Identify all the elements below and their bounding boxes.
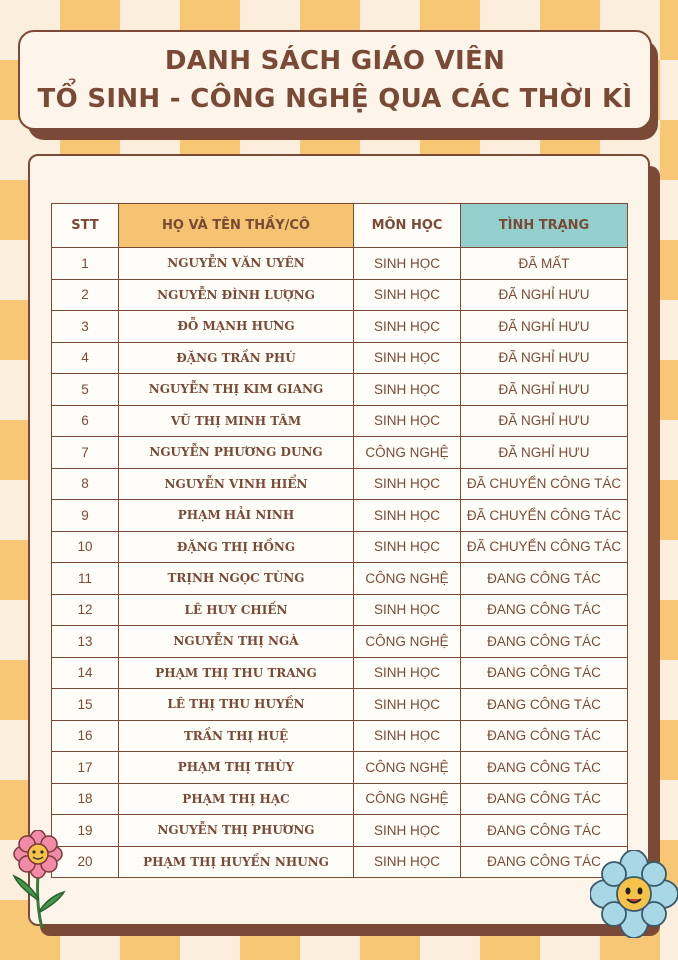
cell-status: ĐÃ MẤT — [461, 248, 628, 280]
cell-name: ĐẶNG TRẦN PHÚ — [119, 342, 354, 374]
cell-stt: 10 — [52, 531, 119, 563]
cell-subject: SINH HỌC — [354, 657, 461, 689]
pink-flower-icon — [8, 830, 68, 930]
table-header-row — [52, 204, 628, 248]
table-row — [52, 531, 628, 563]
table-body — [52, 248, 628, 878]
cell-stt: 13 — [52, 626, 119, 658]
cell-stt: 8 — [52, 468, 119, 500]
table-row — [52, 846, 628, 878]
table-row — [52, 437, 628, 469]
cell-stt: 5 — [52, 374, 119, 406]
table-row — [52, 405, 628, 437]
cell-stt: 9 — [52, 500, 119, 532]
cell-subject: SINH HỌC — [354, 720, 461, 752]
table-row — [52, 815, 628, 847]
cell-subject: SINH HỌC — [354, 311, 461, 343]
cell-name: PHẠM THỊ THÙY — [119, 752, 354, 784]
page-title-line-2: TỔ SINH - CÔNG NGHỆ QUA CÁC THỜI KÌ — [37, 84, 633, 114]
cell-status: ĐÃ CHUYỂN CÔNG TÁC — [461, 468, 628, 500]
cell-subject: SINH HỌC — [354, 405, 461, 437]
table-row — [52, 783, 628, 815]
cell-status: ĐANG CÔNG TÁC — [461, 815, 628, 847]
cell-stt: 2 — [52, 279, 119, 311]
cell-stt: 19 — [52, 815, 119, 847]
table-row — [52, 248, 628, 280]
cell-name: TRỊNH NGỌC TÙNG — [119, 563, 354, 595]
cell-name: TRẦN THỊ HUỆ — [119, 720, 354, 752]
cell-status: ĐANG CÔNG TÁC — [461, 563, 628, 595]
header-stt: STT — [52, 204, 119, 248]
cell-name: NGUYỄN VINH HIỂN — [119, 468, 354, 500]
cell-status: ĐÃ NGHỈ HƯU — [461, 311, 628, 343]
table-row — [52, 563, 628, 595]
cell-subject: CÔNG NGHỆ — [354, 437, 461, 469]
cell-name: ĐẶNG THỊ HỒNG — [119, 531, 354, 563]
cell-subject: SINH HỌC — [354, 342, 461, 374]
page-title-line-1: DANH SÁCH GIÁO VIÊN — [164, 46, 506, 76]
cell-stt: 4 — [52, 342, 119, 374]
cell-status: ĐÃ CHUYỂN CÔNG TÁC — [461, 500, 628, 532]
cell-stt: 3 — [52, 311, 119, 343]
cell-stt: 18 — [52, 783, 119, 815]
cell-subject: SINH HỌC — [354, 594, 461, 626]
cell-name: VŨ THỊ MINH TÂM — [119, 405, 354, 437]
table-row — [52, 374, 628, 406]
cell-status: ĐANG CÔNG TÁC — [461, 783, 628, 815]
header-subject: MÔN HỌC — [354, 204, 461, 248]
cell-subject: SINH HỌC — [354, 689, 461, 721]
cell-subject: CÔNG NGHỆ — [354, 752, 461, 784]
cell-subject: SINH HỌC — [354, 279, 461, 311]
cell-status: ĐANG CÔNG TÁC — [461, 657, 628, 689]
cell-status: ĐANG CÔNG TÁC — [461, 594, 628, 626]
cell-subject: SINH HỌC — [354, 846, 461, 878]
cell-name: NGUYỄN THỊ PHƯƠNG — [119, 815, 354, 847]
table-row — [52, 657, 628, 689]
cell-stt: 1 — [52, 248, 119, 280]
cell-stt: 11 — [52, 563, 119, 595]
cell-name: LÊ THỊ THU HUYỀN — [119, 689, 354, 721]
cell-name: PHẠM THỊ HẠC — [119, 783, 354, 815]
cell-status: ĐÃ NGHỈ HƯU — [461, 374, 628, 406]
table-row — [52, 594, 628, 626]
cell-subject: CÔNG NGHỆ — [354, 563, 461, 595]
cell-status: ĐÃ CHUYỂN CÔNG TÁC — [461, 531, 628, 563]
table-row — [52, 689, 628, 721]
header-status: TÌNH TRẠNG — [461, 204, 628, 248]
cell-name: PHẠM THỊ THU TRANG — [119, 657, 354, 689]
cell-stt: 17 — [52, 752, 119, 784]
table-row — [52, 720, 628, 752]
cell-subject: SINH HỌC — [354, 500, 461, 532]
cell-name: LÊ HUY CHIẾN — [119, 594, 354, 626]
cell-name: NGUYỄN VĂN UYÊN — [119, 248, 354, 280]
cell-subject: SINH HỌC — [354, 468, 461, 500]
title-card — [18, 30, 652, 130]
cell-subject: CÔNG NGHỆ — [354, 626, 461, 658]
table-row — [52, 752, 628, 784]
cell-stt: 14 — [52, 657, 119, 689]
table-row — [52, 311, 628, 343]
cell-status: ĐÃ NGHỈ HƯU — [461, 437, 628, 469]
blue-flower-icon — [590, 850, 678, 938]
cell-name: PHẠM THỊ HUYỀN NHUNG — [119, 846, 354, 878]
header-name: HỌ VÀ TÊN THẦY/CÔ — [119, 204, 354, 248]
cell-stt: 12 — [52, 594, 119, 626]
cell-status: ĐÃ NGHỈ HƯU — [461, 279, 628, 311]
cell-stt: 6 — [52, 405, 119, 437]
cell-status: ĐANG CÔNG TÁC — [461, 689, 628, 721]
cell-status: ĐANG CÔNG TÁC — [461, 752, 628, 784]
table-row — [52, 279, 628, 311]
cell-subject: SINH HỌC — [354, 374, 461, 406]
cell-name: NGUYỄN THỊ NGÀ — [119, 626, 354, 658]
cell-subject: SINH HỌC — [354, 531, 461, 563]
cell-stt: 20 — [52, 846, 119, 878]
cell-name: NGUYỄN PHƯƠNG DUNG — [119, 437, 354, 469]
table-row — [52, 468, 628, 500]
table-row — [52, 342, 628, 374]
cell-subject: SINH HỌC — [354, 815, 461, 847]
table-row — [52, 626, 628, 658]
cell-stt: 7 — [52, 437, 119, 469]
cell-stt: 15 — [52, 689, 119, 721]
cell-status: ĐANG CÔNG TÁC — [461, 846, 628, 878]
table-row — [52, 500, 628, 532]
cell-stt: 16 — [52, 720, 119, 752]
cell-name: ĐỖ MẠNH HƯNG — [119, 311, 354, 343]
teacher-table — [51, 203, 628, 878]
cell-subject: CÔNG NGHỆ — [354, 783, 461, 815]
cell-name: NGUYỄN ĐÌNH LƯỢNG — [119, 279, 354, 311]
cell-status: ĐANG CÔNG TÁC — [461, 626, 628, 658]
cell-status: ĐANG CÔNG TÁC — [461, 720, 628, 752]
cell-status: ĐÃ NGHỈ HƯU — [461, 405, 628, 437]
cell-subject: SINH HỌC — [354, 248, 461, 280]
cell-name: NGUYỄN THỊ KIM GIANG — [119, 374, 354, 406]
cell-name: PHẠM HẢI NINH — [119, 500, 354, 532]
cell-status: ĐÃ NGHỈ HƯU — [461, 342, 628, 374]
